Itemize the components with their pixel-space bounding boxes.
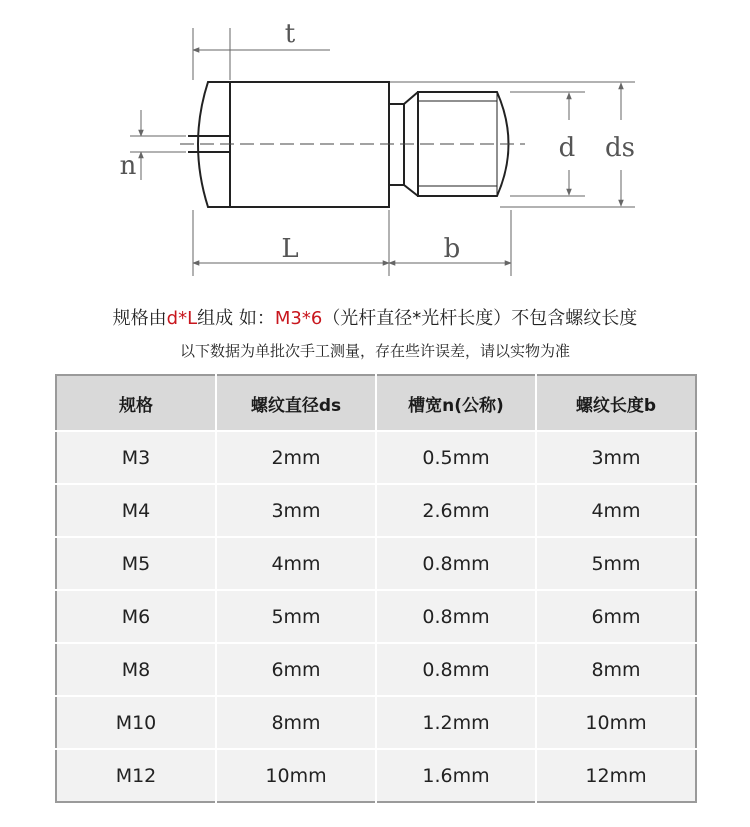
caption-example: M3*6 bbox=[274, 308, 323, 329]
cell-thread-diameter: 3mm bbox=[216, 484, 376, 537]
cell-thread-diameter: 4mm bbox=[216, 537, 376, 590]
header-spec: 规格 bbox=[56, 375, 216, 431]
label-ds: ds bbox=[605, 133, 635, 163]
caption-formula: d*L bbox=[166, 308, 198, 329]
cell-thread-length: 12mm bbox=[536, 749, 696, 802]
cell-slot-width: 0.8mm bbox=[376, 537, 536, 590]
cell-spec: M4 bbox=[56, 484, 216, 537]
cell-thread-diameter: 5mm bbox=[216, 590, 376, 643]
table-row bbox=[56, 484, 696, 537]
caption-suffix: （光杆直径*光杆长度）不包含螺纹长度 bbox=[322, 308, 638, 329]
cell-slot-width: 1.6mm bbox=[376, 749, 536, 802]
spec-caption bbox=[0, 304, 750, 330]
header-thread-diameter: 螺纹直径ds bbox=[216, 375, 376, 431]
cell-slot-width: 0.8mm bbox=[376, 643, 536, 696]
cell-spec: M10 bbox=[56, 696, 216, 749]
caption-mid: 组成 如： bbox=[197, 308, 275, 329]
label-b: b bbox=[443, 234, 461, 264]
cell-thread-length: 4mm bbox=[536, 484, 696, 537]
label-n: n bbox=[119, 151, 137, 181]
cell-spec: M8 bbox=[56, 643, 216, 696]
cell-thread-length: 10mm bbox=[536, 696, 696, 749]
cell-slot-width: 0.8mm bbox=[376, 590, 536, 643]
caption-prefix: 规格由 bbox=[112, 308, 167, 329]
spec-table bbox=[55, 374, 697, 803]
label-d: d bbox=[558, 133, 576, 163]
header-thread-length: 螺纹长度b bbox=[536, 375, 696, 431]
cell-thread-length: 5mm bbox=[536, 537, 696, 590]
table-row bbox=[56, 590, 696, 643]
table-row bbox=[56, 643, 696, 696]
cell-thread-length: 3mm bbox=[536, 431, 696, 484]
label-t: t bbox=[284, 19, 296, 49]
cell-spec: M12 bbox=[56, 749, 216, 802]
table-row bbox=[56, 537, 696, 590]
screw-dimension-drawing bbox=[0, 0, 750, 300]
cell-thread-length: 8mm bbox=[536, 643, 696, 696]
header-slot-width: 槽宽n(公称) bbox=[376, 375, 536, 431]
measurement-note: 以下数据为单批次手工测量，存在些许误差，请以实物为准 bbox=[179, 342, 570, 360]
cell-slot-width: 1.2mm bbox=[376, 696, 536, 749]
cell-thread-diameter: 2mm bbox=[216, 431, 376, 484]
table-row bbox=[56, 696, 696, 749]
cell-slot-width: 0.5mm bbox=[376, 431, 536, 484]
cell-spec: M3 bbox=[56, 431, 216, 484]
cell-thread-diameter: 6mm bbox=[216, 643, 376, 696]
cell-thread-length: 6mm bbox=[536, 590, 696, 643]
cell-spec: M6 bbox=[56, 590, 216, 643]
cell-thread-diameter: 8mm bbox=[216, 696, 376, 749]
cell-slot-width: 2.6mm bbox=[376, 484, 536, 537]
cell-spec: M5 bbox=[56, 537, 216, 590]
table-row bbox=[56, 431, 696, 484]
table-header-row bbox=[56, 375, 696, 431]
table-row bbox=[56, 749, 696, 802]
label-L: L bbox=[281, 234, 299, 264]
cell-thread-diameter: 10mm bbox=[216, 749, 376, 802]
